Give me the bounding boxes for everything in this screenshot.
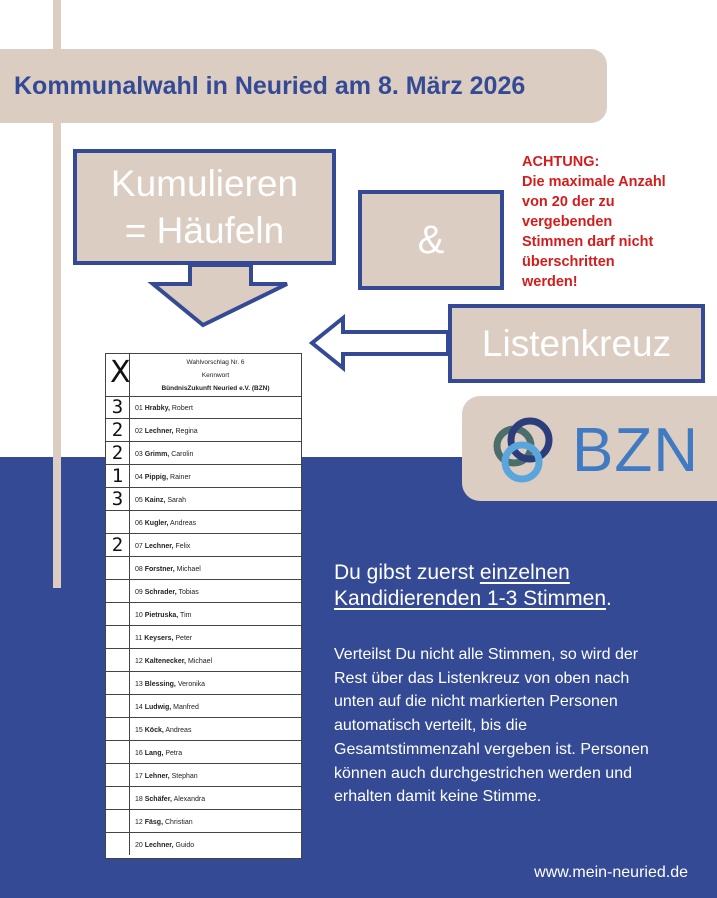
info-heading-underline1: einzelnen [479, 561, 570, 584]
candidate-vote-mark [106, 580, 130, 602]
down-arrow-icon [153, 265, 287, 325]
ampersand-box [358, 190, 504, 290]
candidate-first-name: Peter [175, 635, 193, 642]
candidate-vote-mark [106, 764, 130, 786]
candidate-first-name: Michael [187, 658, 213, 665]
candidate-last-name: Lang, [144, 750, 164, 757]
achtung-warning: ACHTUNG: Die maximale Anzahl von 20 der zu vergebenden Stimmen darf nicht überschritten werden! [522, 154, 666, 290]
candidate-row [106, 557, 301, 580]
candidate-first-name: Veronika [177, 681, 206, 688]
candidate-last-name: Schäfer, [144, 796, 172, 803]
candidate-vote-mark [106, 787, 130, 809]
candidate-last-name: Forstner, [144, 566, 175, 573]
candidate-first-name: Petra [165, 750, 183, 757]
candidate-number: 17 [135, 773, 143, 780]
candidate-name [135, 704, 199, 711]
ballot-sheet [105, 353, 302, 859]
candidate-name [135, 842, 194, 849]
candidate-name [135, 497, 186, 504]
info-body: Verteilst Du nicht alle Stimmen, so wird der Rest über das Listenkreuz von oben nach unten auf die nicht markierten Personen automatisch verteilt, bis die Gesamtstimmenzahl vergeben ist. Personen können auch durchgestrichen werden und erhalten damit keine Stimme. [334, 646, 649, 806]
candidate-vote-mark: 2 [106, 534, 130, 556]
kumulieren-box [73, 149, 336, 265]
candidate-number: 02 [135, 428, 143, 435]
candidate-name [135, 474, 191, 481]
candidate-name [135, 589, 199, 596]
candidate-first-name: Robert [171, 405, 193, 412]
candidate-last-name: Fäsg, [144, 819, 164, 826]
candidate-row [106, 626, 301, 649]
ballot-header-line2: Kennwort [201, 372, 230, 379]
candidate-first-name: Carolin [171, 451, 194, 458]
candidate-vote-mark: 2 [106, 419, 130, 441]
candidate-last-name: Blessing, [144, 681, 176, 688]
candidate-last-name: Lechner, [144, 842, 174, 849]
candidate-name [135, 612, 191, 619]
candidate-number: 15 [135, 727, 143, 734]
candidate-number: 18 [135, 796, 143, 803]
candidate-vote-mark [106, 695, 130, 717]
ampersand-text: & [417, 217, 445, 262]
candidate-row [106, 833, 301, 856]
candidate-number: 13 [135, 681, 143, 688]
candidate-vote-mark [106, 833, 130, 855]
info-heading-prefix: Du gibst zuerst [334, 561, 480, 584]
candidate-first-name: Alexandra [173, 796, 206, 803]
candidate-row [106, 810, 301, 833]
logo-box [462, 396, 717, 501]
candidate-last-name: Ludwig, [144, 704, 172, 711]
candidate-row [106, 718, 301, 741]
candidate-row [106, 396, 301, 419]
candidate-name [135, 658, 212, 665]
logo-text: BZN [572, 416, 699, 485]
candidate-first-name: Sarah [167, 497, 187, 504]
candidate-row [106, 580, 301, 603]
candidate-first-name: Rainer [170, 474, 191, 481]
candidate-vote-mark: 3 [106, 396, 130, 418]
list-cross-mark: X [110, 355, 131, 390]
candidate-last-name: Kainz, [144, 497, 166, 504]
candidate-row [106, 419, 301, 442]
candidate-row [106, 442, 301, 465]
candidate-row [106, 649, 301, 672]
candidate-last-name: Schrader, [144, 589, 177, 596]
candidate-number: 11 [135, 635, 143, 642]
ballot-header-line1: Wahlvorschlag Nr. 6 [186, 359, 245, 366]
ballot-header [106, 354, 301, 397]
candidate-last-name: Pippig, [144, 474, 169, 481]
candidate-number: 09 [135, 589, 143, 596]
listenkreuz-text: Listenkreuz [481, 322, 672, 364]
candidate-last-name: Pietruska, [144, 612, 179, 619]
candidate-first-name: Christian [165, 819, 193, 826]
candidate-name [135, 635, 192, 642]
candidate-row [106, 465, 301, 488]
candidate-last-name: Hrabky, [144, 405, 170, 412]
candidate-first-name: Stephan [171, 773, 198, 780]
candidate-first-name: Andreas [165, 727, 192, 734]
info-heading-suffix: . [606, 587, 612, 610]
candidate-number: 10 [135, 612, 143, 619]
candidate-last-name: Lechner, [144, 428, 174, 435]
website-link[interactable]: www.mein-neuried.de [534, 864, 688, 881]
candidate-number: 06 [135, 520, 143, 527]
candidate-first-name: Regina [175, 428, 198, 435]
candidate-number: 04 [135, 474, 143, 481]
candidate-last-name: Köck, [144, 727, 164, 734]
kumulieren-line2: = Häufeln [124, 210, 285, 251]
candidate-row [106, 603, 301, 626]
candidate-vote-mark [106, 741, 130, 763]
kumulieren-line1: Kumulieren [110, 163, 299, 204]
candidate-name [135, 819, 193, 826]
candidate-last-name: Kugler, [144, 520, 169, 527]
candidate-number: 14 [135, 704, 143, 711]
candidate-first-name: Andreas [170, 520, 197, 527]
candidate-first-name: Tobias [178, 589, 199, 596]
ballot-header-line3: BündnisZukunft Neuried e.V. (BZN) [161, 385, 270, 392]
candidate-vote-mark [106, 718, 130, 740]
info-heading-underline2: Kandidierenden 1-3 Stimmen [334, 587, 606, 610]
candidate-row [106, 511, 301, 534]
candidate-last-name: Kaltenecker, [144, 658, 186, 665]
candidate-number: 07 [135, 543, 143, 550]
candidate-vote-mark [106, 649, 130, 671]
candidate-name [135, 681, 205, 688]
candidate-name [135, 727, 191, 734]
candidate-first-name: Manfred [173, 704, 199, 711]
candidate-name [135, 451, 193, 458]
candidate-vote-mark [106, 810, 130, 832]
bzn-rings-icon [492, 410, 572, 490]
candidate-number: 03 [135, 451, 143, 458]
candidate-vote-mark [106, 603, 130, 625]
candidate-vote-mark: 1 [106, 465, 130, 487]
candidate-vote-mark: 3 [106, 488, 130, 510]
candidate-vote-mark [106, 557, 130, 579]
candidate-name [135, 543, 190, 550]
candidate-name [135, 773, 198, 780]
candidate-name [135, 750, 182, 757]
candidate-last-name: Lechner, [144, 543, 174, 550]
candidate-row [106, 787, 301, 810]
candidate-name [135, 796, 205, 803]
candidate-row [106, 672, 301, 695]
listenkreuz-box [448, 304, 705, 383]
candidate-last-name: Keysers, [144, 635, 174, 642]
candidate-first-name: Felix [175, 543, 191, 550]
candidate-number: 01 [135, 405, 143, 412]
candidate-vote-mark [106, 511, 130, 533]
candidate-number: 12 [135, 819, 143, 826]
candidate-first-name: Tim [180, 612, 192, 619]
candidate-number: 08 [135, 566, 143, 573]
candidate-vote-mark [106, 672, 130, 694]
candidate-row [106, 741, 301, 764]
ballot-rows [106, 396, 301, 856]
candidate-row [106, 695, 301, 718]
candidate-last-name: Grimm, [144, 451, 170, 458]
candidate-name [135, 428, 198, 435]
candidate-number: 12 [135, 658, 143, 665]
candidate-first-name: Guido [175, 842, 195, 849]
page-title: Kommunalwahl in Neuried am 8. März 2026 [14, 71, 526, 100]
candidate-vote-mark [106, 626, 130, 648]
candidate-name [135, 520, 196, 527]
candidate-number: 16 [135, 750, 143, 757]
candidate-vote-mark: 2 [106, 442, 130, 464]
candidate-number: 05 [135, 497, 143, 504]
candidate-row [106, 764, 301, 787]
info-heading [334, 560, 694, 612]
candidate-name [135, 405, 193, 412]
left-arrow-icon [312, 318, 448, 368]
candidate-first-name: Michael [176, 566, 201, 573]
candidate-row [106, 534, 301, 557]
candidate-number: 20 [135, 842, 143, 849]
candidate-last-name: Lehner, [144, 773, 170, 780]
candidate-name [135, 566, 201, 573]
candidate-row [106, 488, 301, 511]
ballot-header-mark-cell [106, 354, 130, 396]
